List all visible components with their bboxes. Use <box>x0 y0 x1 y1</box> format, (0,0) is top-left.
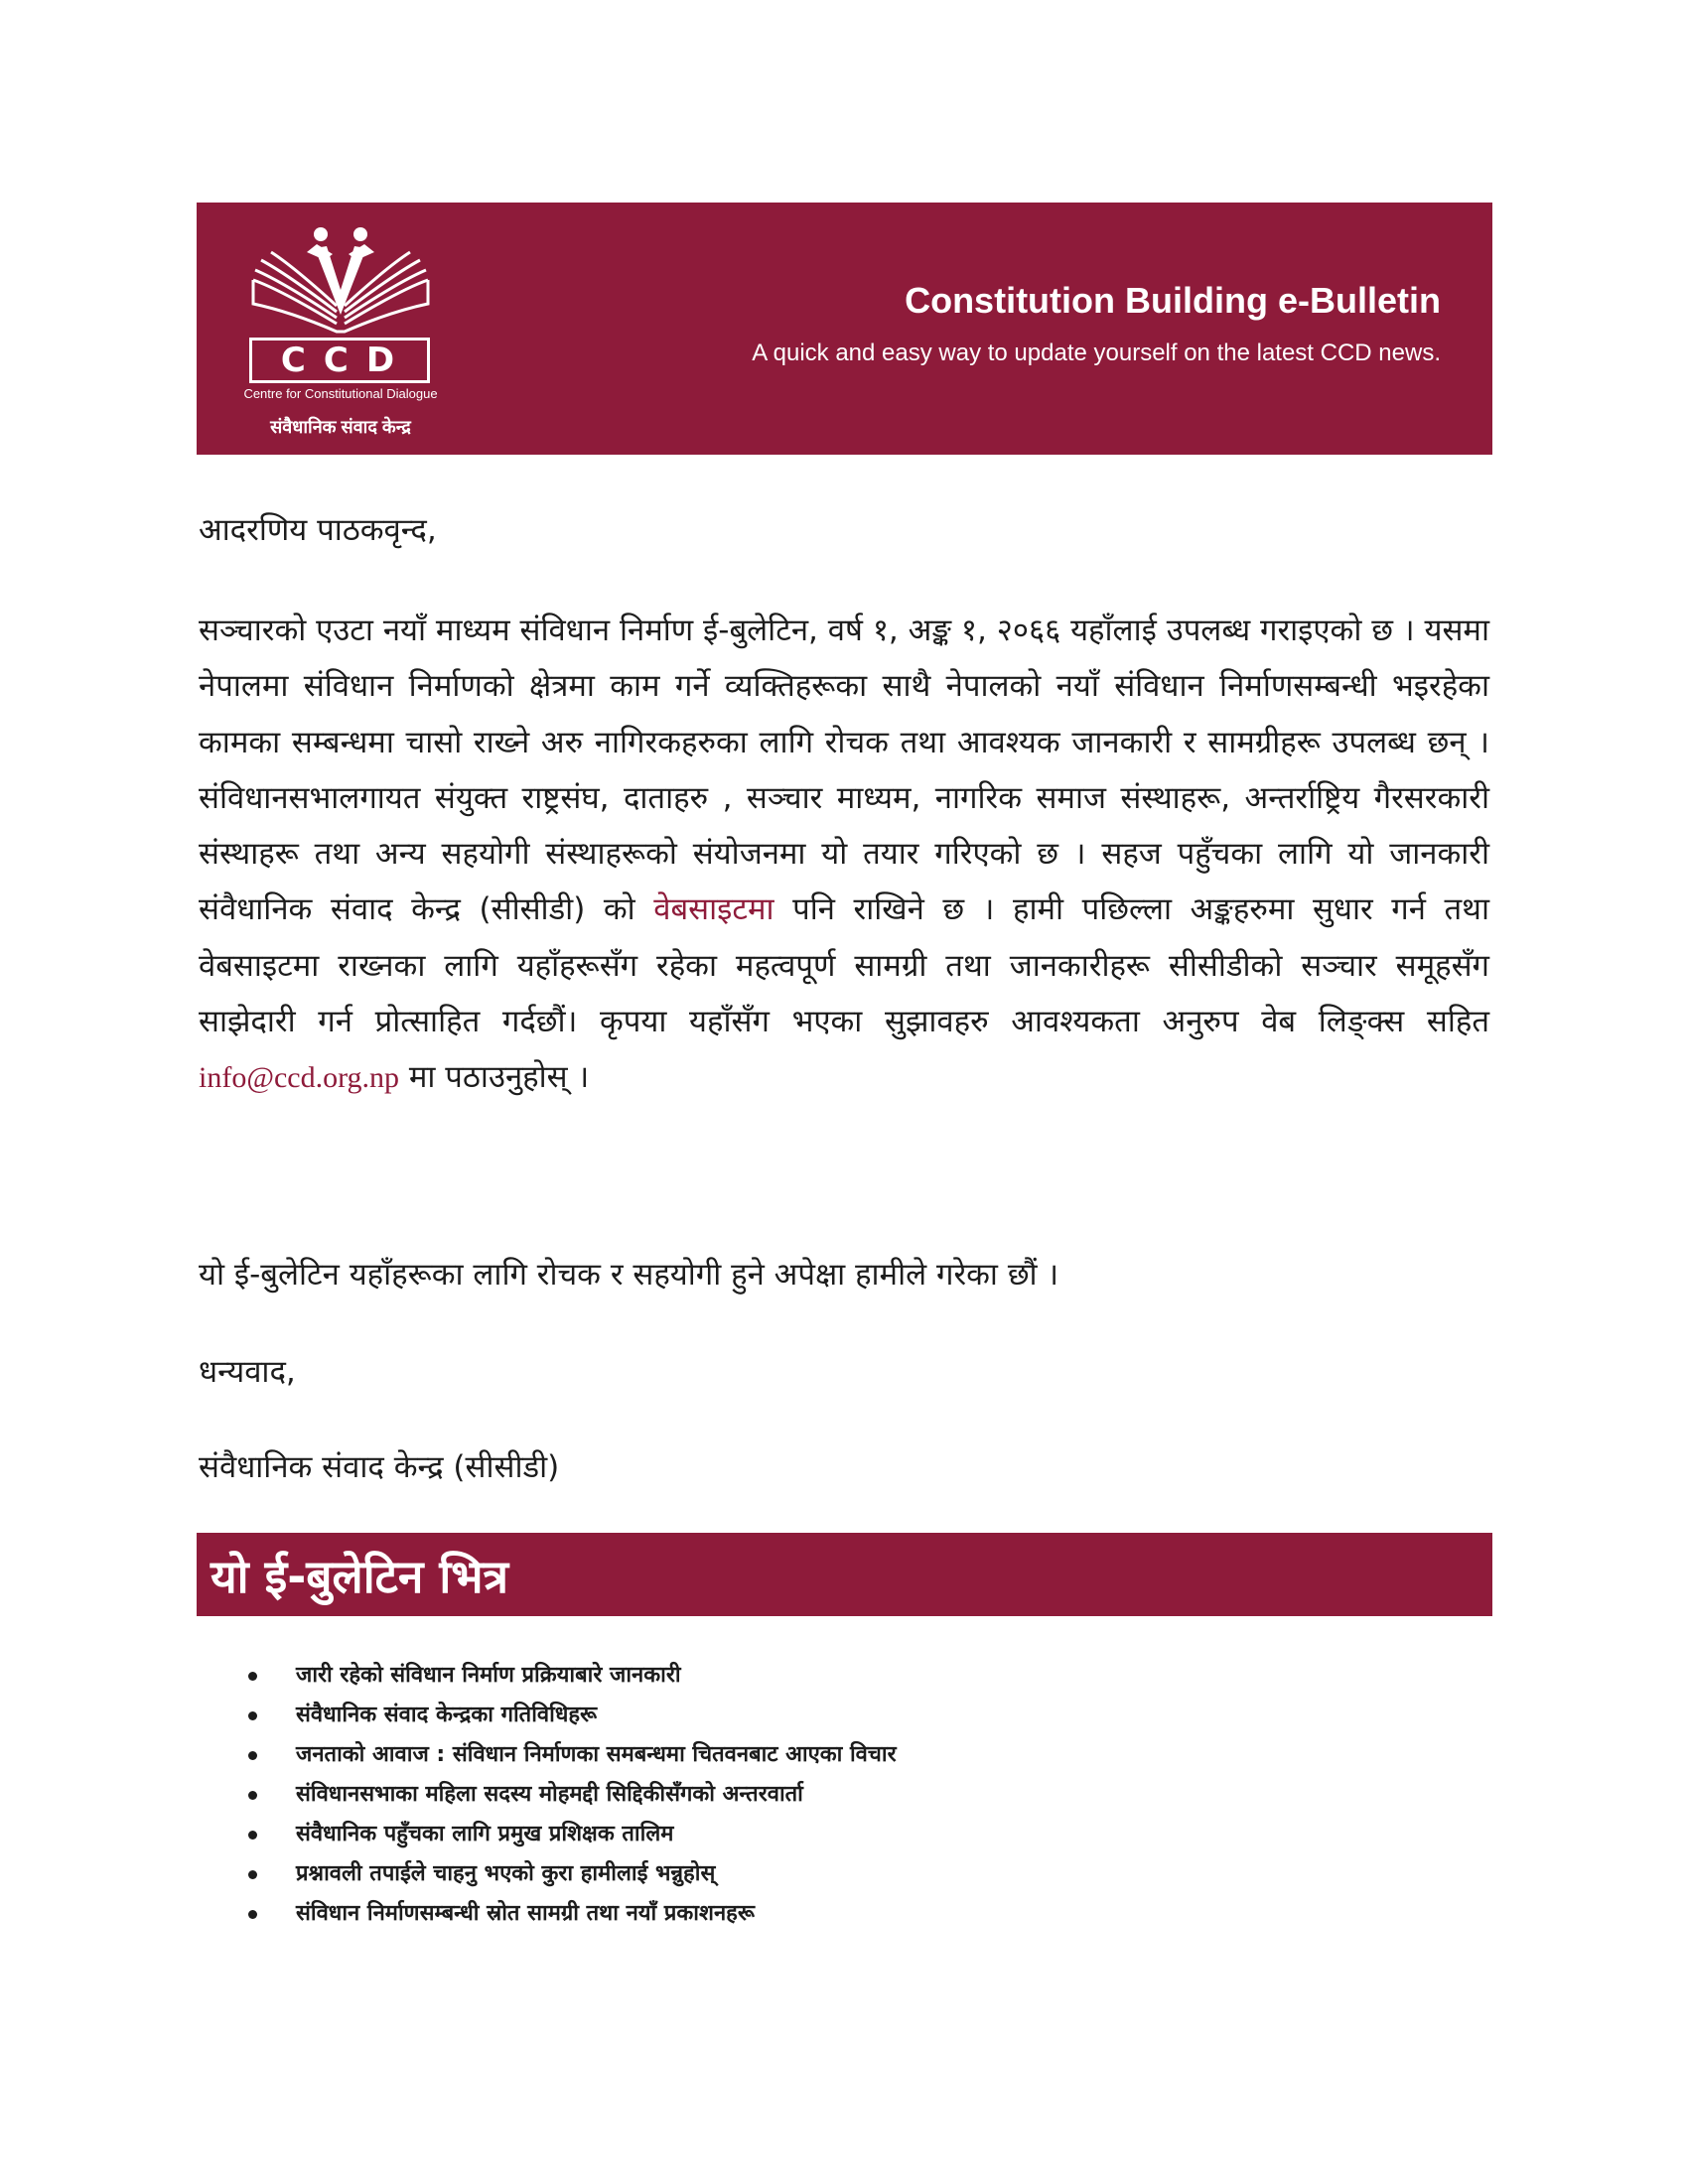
thanks-line: धन्यवाद, <box>199 1354 296 1390</box>
section-title: यो ई-बुलेटिन भित्र <box>211 1550 509 1603</box>
bullet-icon <box>248 1711 257 1720</box>
bulletin-title: Constitution Building e-Bulletin <box>905 280 1441 321</box>
website-link[interactable]: वेबसाइटमा <box>653 891 774 928</box>
ccd-logo <box>241 220 440 439</box>
list-item: संविधान निर्माणसम्बन्धी स्रोत सामग्री तथा नयाँ प्रकाशनहरू <box>246 1894 1438 1934</box>
bullet-icon <box>248 1910 257 1919</box>
list-item: संवैधानिक पहुँचका लागि प्रमुख प्रशिक्षक तालिम <box>246 1815 1438 1854</box>
bullet-icon <box>248 1870 257 1879</box>
email-link[interactable]: info@ccd.org.np <box>199 1061 400 1095</box>
signature: संवैधानिक संवाद केन्द्र (सीसीडी) <box>199 1449 560 1485</box>
logo-subtitle-nepali: संवैधानिक संवाद केन्द्र <box>270 417 411 437</box>
logo-emblem-icon <box>241 220 440 340</box>
intro-text-part2: पनि राखिने छ । हामी पछिल्ला अङ्कहरुमा सुधार गर्न तथा वेबसाइटमा राख्नका लागि यहाँहरूसँग रहेका महत्वपूर्ण सामग्री तथा जानकारीहरू सीसीडीको सञ्चार समूहसँग साझेदारी गर्न प्रोत्साहित गर्दछौं। कृपया यहाँसँग भएका सुझावहरु आवश्यकता अनुरुप वेब लिङ्क्स सहित <box>199 891 1489 1040</box>
list-item: जारी रहेको संविधान निर्माण प्रक्रियाबारे जानकारी <box>246 1656 1438 1696</box>
bulletin-tagline: A quick and easy way to update yourself on the latest CCD news. <box>752 340 1441 366</box>
list-item: संवैधानिक संवाद केन्द्रका गतिविधिहरू <box>246 1696 1438 1735</box>
logo-wordmark: CCD <box>249 338 430 383</box>
salutation: आदरणिय पाठकवृन्द, <box>199 512 437 548</box>
logo-subtitle-english: Centre for Constitutional Dialogue <box>243 386 438 401</box>
bullet-icon <box>248 1791 257 1800</box>
section-heading-bar <box>197 1533 1492 1616</box>
intro-text-part3: मा पठाउनुहोस् । <box>399 1059 590 1096</box>
bullet-icon <box>248 1672 257 1681</box>
contents-list <box>246 1656 1438 1934</box>
bullet-icon <box>248 1831 257 1840</box>
list-item: प्रश्नावली तपाईले चाहनु भएको कुरा हामीलाई भन्नुहोस् <box>246 1854 1438 1894</box>
list-item: जनताको आवाज : संविधान निर्माणका समबन्धमा चितवनबाट आएका विचार <box>246 1735 1438 1775</box>
closing-hope: यो ई-बुलेटिन यहाँहरूका लागि रोचक र सहयोगी हुने अपेक्षा हामीले गरेका छौं । <box>199 1257 1059 1293</box>
intro-paragraph <box>199 603 1489 1107</box>
intro-text-part1: सञ्चारको एउटा नयाँ माध्यम संविधान निर्माण ई-बुलेटिन, वर्ष १, अङ्क १, २०६६ यहाँलाई उपलब्ध गराइएको छ । यसमा नेपालमा संविधान निर्माणको क्षेत्रमा काम गर्ने व्यक्तिहरूका साथै नेपालको नयाँ संविधान निर्माणसम्बन्धी भइरहेका कामका सम्बन्धमा चासो राख्ने अरु नागिरकहरुका लागि रोचक तथा आवश्यक जानकारी र सामग्रीहरू उपलब्ध छन् । संविधानसभालगायत संयुक्त राष्ट्रसंघ, दाताहरु , सञ्चार माध्यम, नागरिक समाज संस्थाहरू, अन्तर्राष्ट्रिय गैरसरकारी संस्थाहरू तथा अन्य सहयोगी संस्थाहरूको संयोजनमा यो तयार गरिएको छ । सहज पहुँचका लागि यो जानकारी संवैधानिक संवाद केन्द्र (सीसीडी) को <box>199 613 1489 928</box>
list-item: संविधानसभाका महिला सदस्य मोहमद्दी सिद्दिकीसँगको अन्तरवार्ता <box>246 1775 1438 1815</box>
bullet-icon <box>248 1751 257 1760</box>
header-banner <box>197 203 1492 455</box>
